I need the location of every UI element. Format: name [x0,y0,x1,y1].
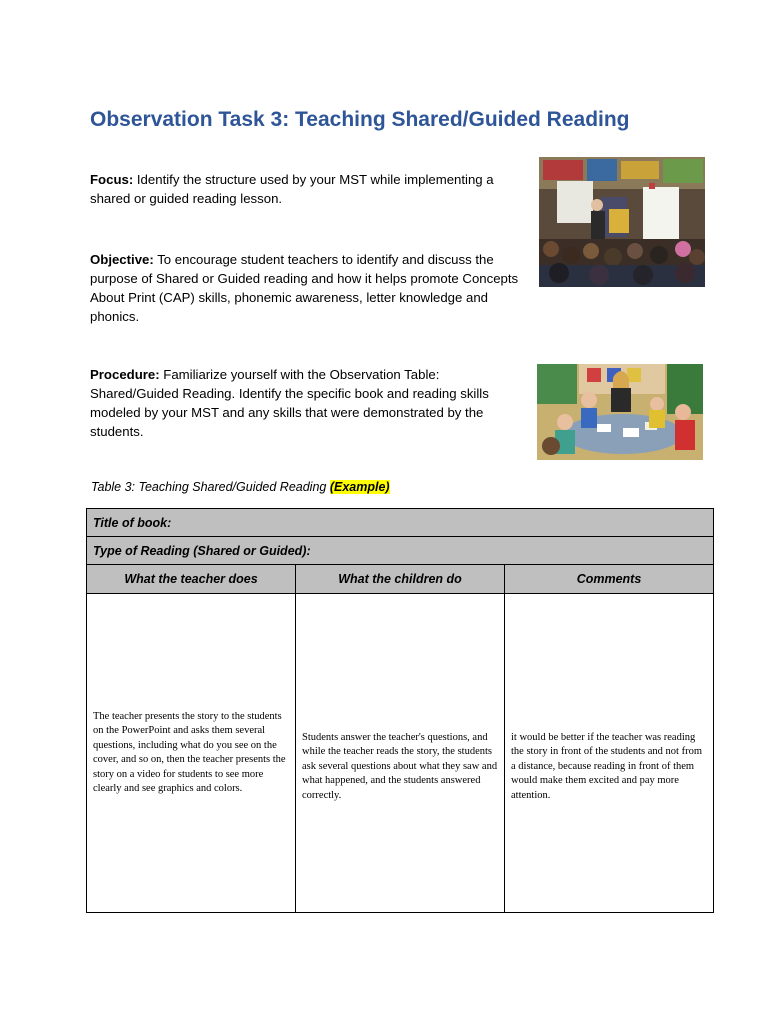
procedure-text: Familiarize yourself with the Observation Table: Shared/Guided Reading. Identify the specific book and reading skills modeled by your MST and any skills that were demonstrated by the students. [90,367,489,439]
focus-text: Identify the structure used by your MST while implementing a shared or guided reading lesson. [90,172,494,206]
classroom-reading-photo [539,157,705,287]
table-row [87,594,714,913]
page-title: Observation Task 3: Teaching Shared/Guided Reading [90,108,630,131]
comments-cell: it would be better if the teacher was reading the story in front of the students and not from a distance, because reading in front of them would make them excited and pay more attention. [505,594,714,913]
header-children: What the children do [296,565,505,594]
caption-text: Table 3: Teaching Shared/Guided Reading [91,480,330,494]
objective-text: To encourage student teachers to identify and discuss the purpose of Shared or Guided reading and how it helps promote Concepts About Print (CAP) skills, phonemic awareness, letter knowledge and phonics. [90,252,519,324]
procedure-paragraph [90,365,520,441]
children-do-cell: Students answer the teacher's questions, and while the teacher reads the story, the students ask several questions about what they saw and what happened, and the students answered correctly. [296,594,505,913]
observation-table [86,508,714,913]
teacher-does-cell: The teacher presents the story to the students on the PowerPoint and asks them several questions, including what do you see on the cover, and so on, then the teacher presents the story on a video for students to see more clearly and see graphics and colors. [87,594,296,913]
table-caption [90,479,390,494]
title-of-book-cell: Title of book: [87,509,714,537]
focus-label: Focus: [90,172,134,187]
caption-highlight: (Example) [329,480,390,494]
column-header-row [87,565,714,594]
small-group-reading-photo [537,364,703,460]
header-teacher: What the teacher does [87,565,296,594]
objective-paragraph [90,250,520,326]
focus-paragraph [90,170,520,208]
type-row [87,537,714,565]
header-comments: Comments [505,565,714,594]
objective-label: Objective: [90,252,154,267]
procedure-label: Procedure: [90,367,160,382]
title-row [87,509,714,537]
type-of-reading-cell: Type of Reading (Shared or Guided): [87,537,714,565]
